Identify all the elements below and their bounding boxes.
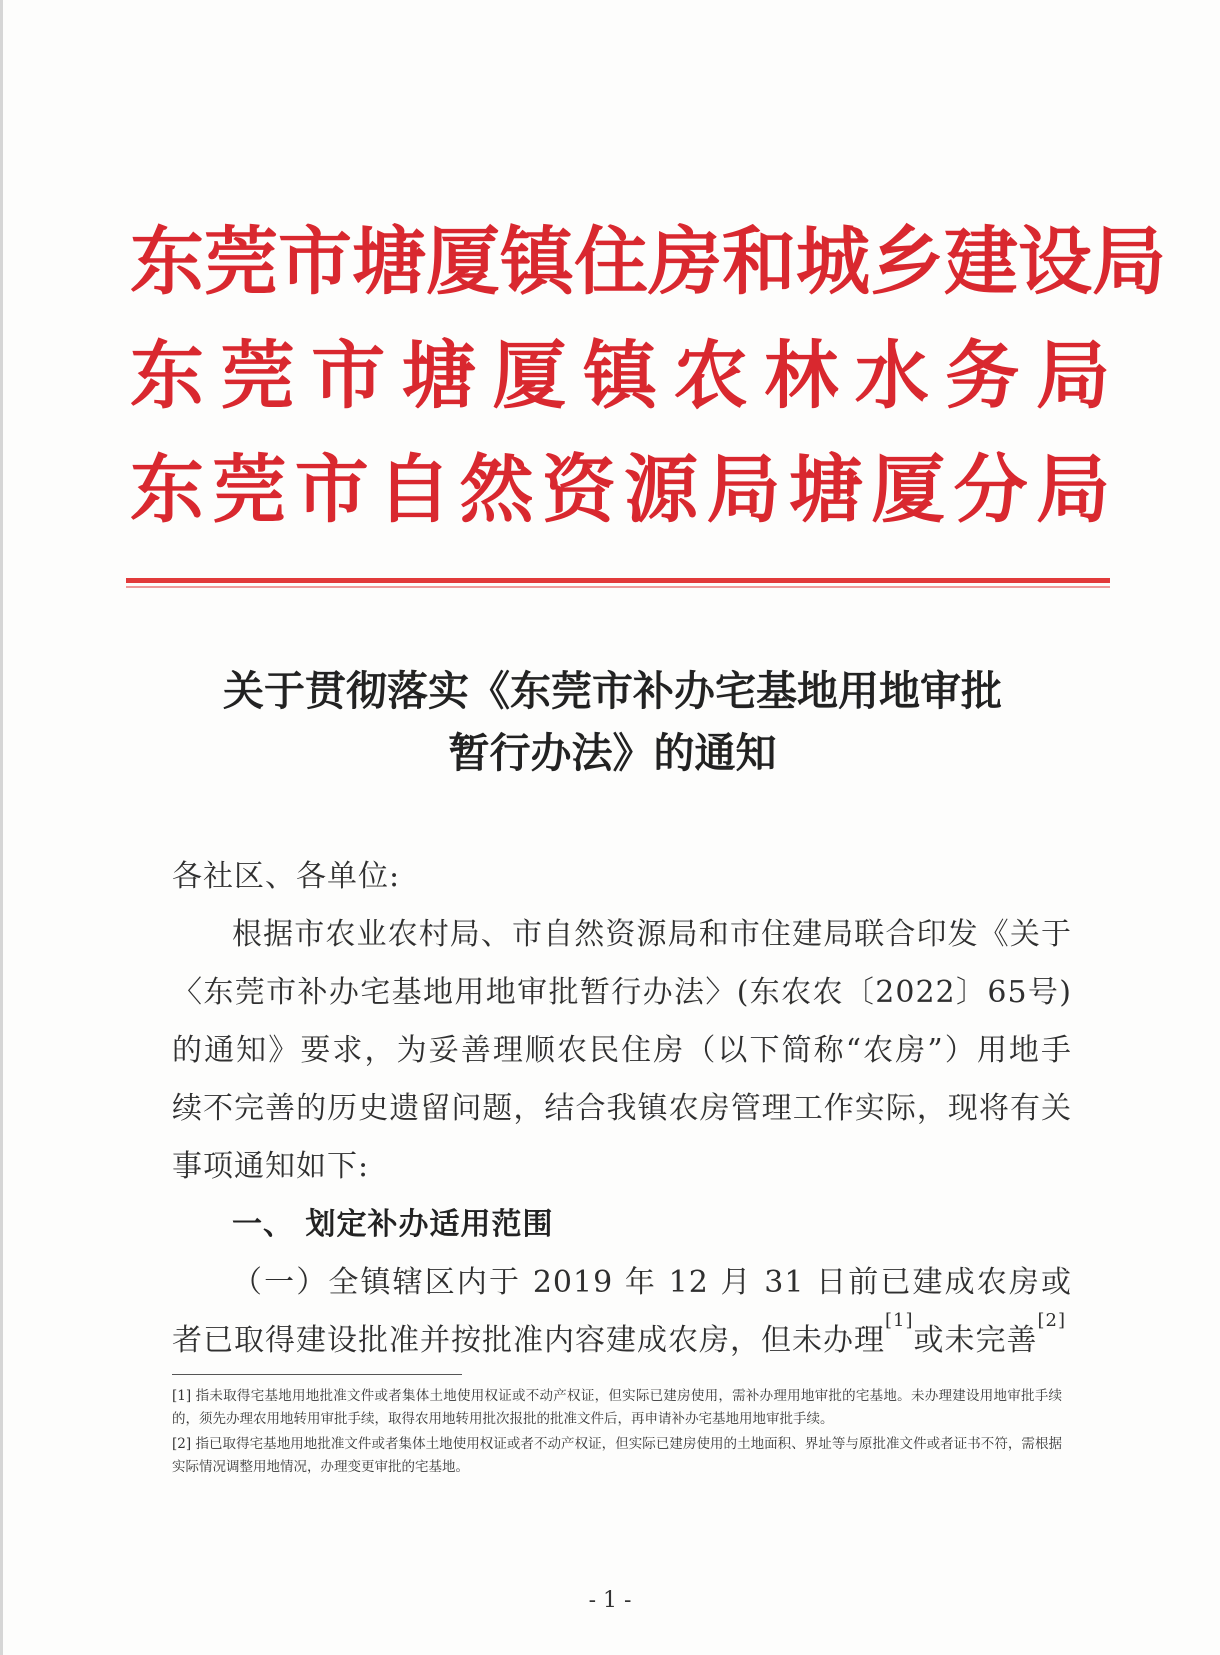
authority-line-1: 东莞市塘厦镇住房和城乡建设局 bbox=[130, 219, 1166, 305]
paragraph-scope-1 bbox=[172, 1254, 1072, 1370]
document-title bbox=[120, 660, 1105, 784]
footnote-ref-2[interactable]: [2] bbox=[1037, 1310, 1066, 1331]
paragraph-scope-1-text-b: 或未完善 bbox=[913, 1323, 1038, 1358]
page-edge bbox=[0, 0, 3, 1655]
salutation: 各社区、各单位: bbox=[172, 859, 401, 894]
title-line-2: 暂行办法》的通知 bbox=[448, 729, 777, 777]
footnote-ref-1[interactable]: [1] bbox=[885, 1310, 914, 1331]
footnote-2: [2] 指已取得宅基地用地批准文件或者集体土地使用权证或者不动产权证，但实际已建房使用的土地面积、界址等与原批准文件或者证书不符，需根据实际情况调整用地情况，办理变更审批的宅基地。 bbox=[172, 1436, 1062, 1475]
footnotes bbox=[172, 1385, 1062, 1481]
section-heading-1: 一、 划定补办适用范围 bbox=[232, 1207, 554, 1242]
footnote-separator bbox=[172, 1374, 462, 1375]
page-number: - 1 - bbox=[588, 1588, 632, 1613]
footnote-1: [1] 指未取得宅基地用地批准文件或者集体土地使用权证或不动产权证，但实际已建房使用，需补办理用地审批的宅基地。未办理建设用地审批手续的，须先办理农用地转用审批手续，取得农用地转用批次报批的批准文件后，再申请补办宅基地用地审批手续。 bbox=[172, 1388, 1062, 1427]
issuing-authorities-header bbox=[130, 205, 1166, 547]
authority-line-2: 东莞市塘厦镇农林水务局 bbox=[130, 333, 1110, 419]
title-line-1: 关于贯彻落实《东莞市补办宅基地用地审批 bbox=[223, 667, 1002, 715]
red-separator-line bbox=[126, 578, 1110, 583]
paragraph-intro: 根据市农业农村局、市自然资源局和市住建局联合印发《关于〈东莞市补办宅基地用地审批暂行办法〉(东农农〔2022〕65号)的通知》要求，为妥善理顺农民住房（以下简称“农房”）用地手续不完善的历史遗留问题，结合我镇农房管理工作实际，现将有关事项通知如下: bbox=[172, 917, 1072, 1184]
authority-line-3: 东莞市自然资源局塘厦分局 bbox=[130, 447, 1110, 533]
paragraph-scope-1-text-a: （一）全镇辖区内于 2019 年 12 月 31 日前已建成农房或者已取得建设批准并按批准内容建成农房，但未办理 bbox=[172, 1265, 1072, 1358]
document-body bbox=[172, 848, 1072, 1370]
red-separator-line-thin bbox=[126, 586, 1110, 588]
